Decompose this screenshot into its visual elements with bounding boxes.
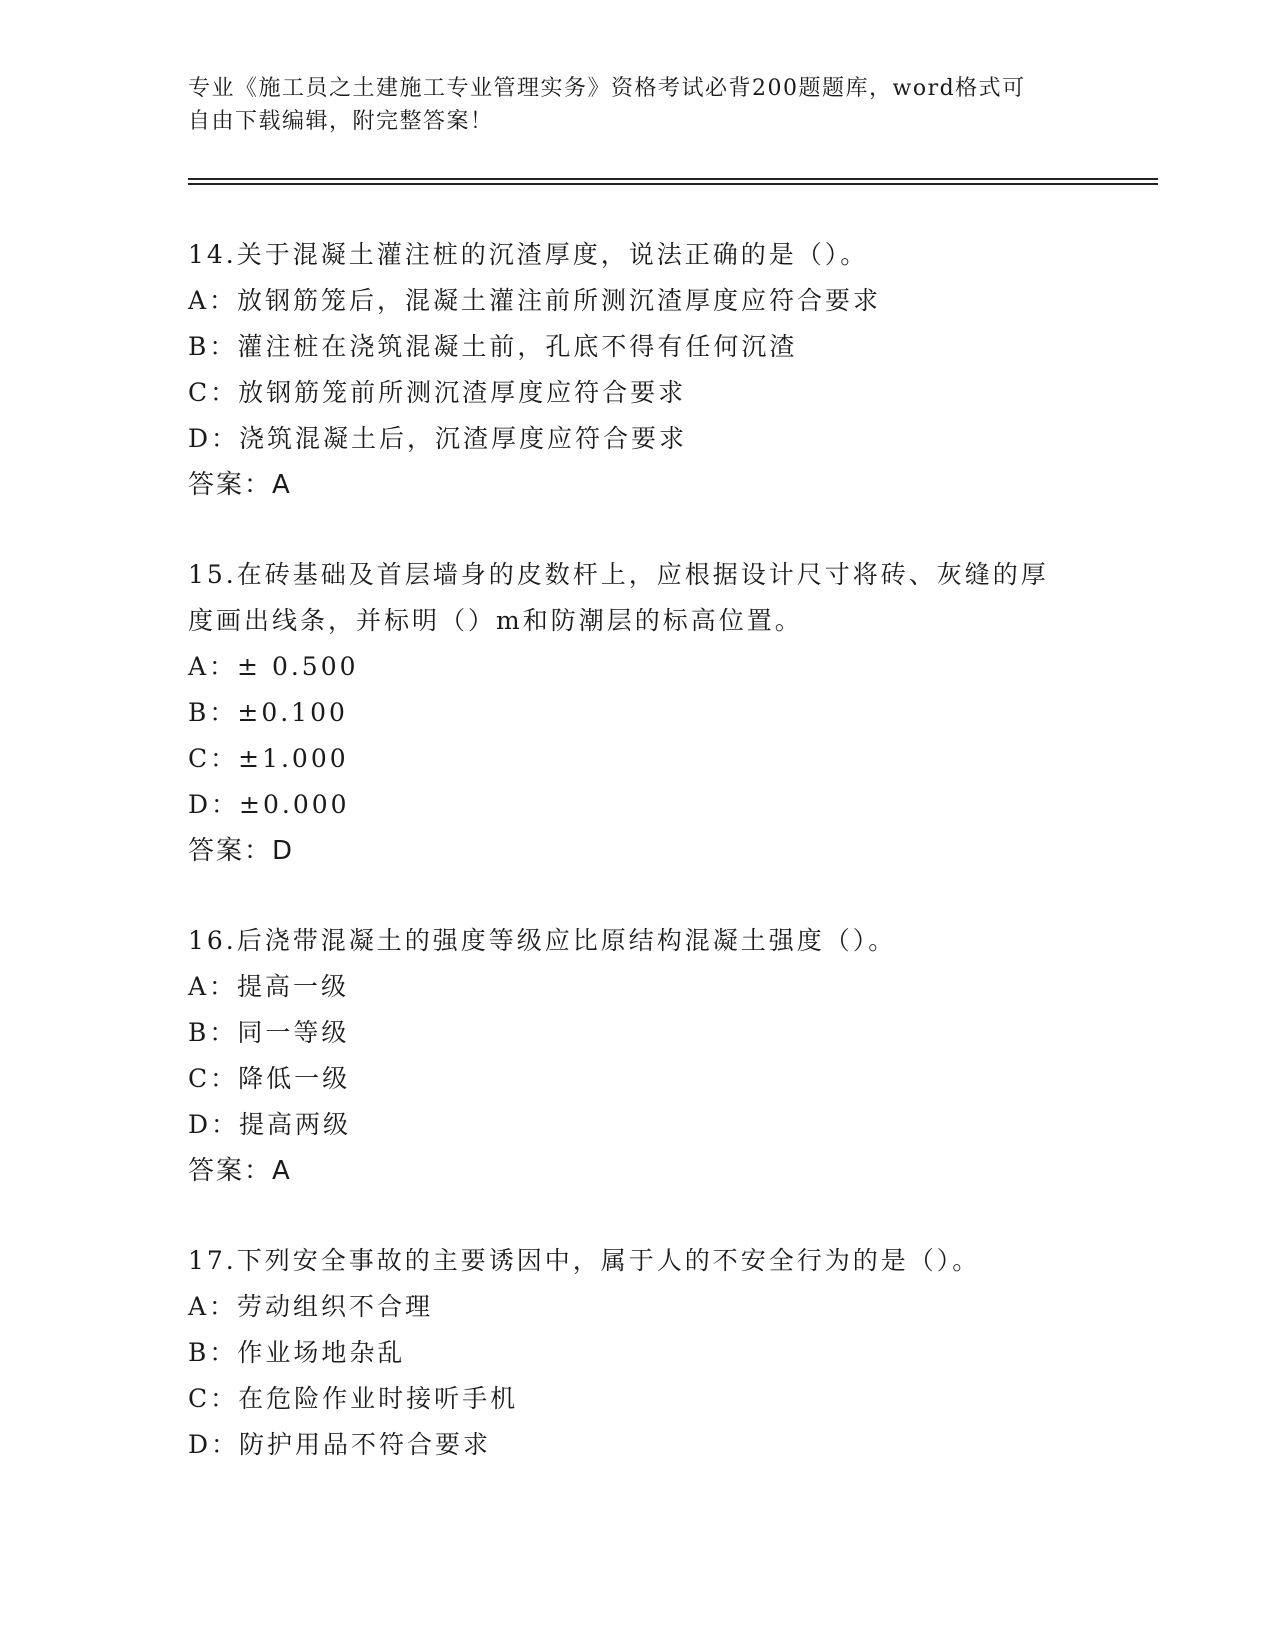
option-b: B：同一等级 [188, 1018, 350, 1047]
document-header [188, 72, 1068, 138]
answer-line [188, 462, 1138, 508]
header-divider-top [188, 178, 1158, 180]
answer-line [188, 1148, 1138, 1194]
header-divider-bottom [188, 183, 1158, 185]
question-stem-line-2: 度画出线条，并标明（）m和防潮层的标高位置。 [188, 606, 803, 635]
option-a: A：提高一级 [188, 972, 350, 1001]
answer-value: D [272, 836, 295, 866]
option-a: A：劳动组织不合理 [188, 1292, 434, 1321]
option-c: C：降低一级 [188, 1064, 351, 1093]
header-line-1: 专业《施工员之土建施工专业管理实务》资格考试必背200题题库，word格式可 [188, 76, 1026, 101]
option-c: C：在危险作业时接听手机 [188, 1384, 519, 1413]
option-a: A：± 0.500 [188, 652, 359, 681]
question-16 [188, 918, 1138, 1194]
question-stem: 16.后浇带混凝土的强度等级应比原结构混凝土强度（）。 [188, 926, 897, 955]
option-d: D：±0.000 [188, 790, 350, 819]
question-stem-line-1: 15.在砖基础及首层墙身的皮数杆上，应根据设计尺寸将砖、灰缝的厚 [188, 560, 1049, 589]
option-b: B：±0.100 [188, 698, 348, 727]
answer-label: 答案： [188, 1156, 273, 1186]
answer-label: 答案： [188, 836, 273, 866]
option-c: C：放钢筋笼前所测沉渣厚度应符合要求 [188, 378, 687, 407]
answer-line [188, 828, 1138, 874]
answer-label: 答案： [188, 470, 273, 500]
option-b: B：灌注桩在浇筑混凝土前，孔底不得有任何沉渣 [188, 332, 798, 361]
answer-value: A [272, 470, 292, 500]
question-stem: 14.关于混凝土灌注桩的沉渣厚度，说法正确的是（）。 [188, 240, 869, 269]
option-d: D：浇筑混凝土后，沉渣厚度应符合要求 [188, 424, 688, 453]
question-stem: 17.下列安全事故的主要诱因中，属于人的不安全行为的是（）。 [188, 1246, 981, 1275]
header-line-2: 自由下载编辑，附完整答案！ [188, 109, 494, 134]
question-list [188, 232, 1138, 1512]
option-d: D：防护用品不符合要求 [188, 1430, 492, 1459]
question-14 [188, 232, 1138, 508]
option-a: A：放钢筋笼后，混凝土灌注前所测沉渣厚度应符合要求 [188, 286, 882, 315]
option-b: B：作业场地杂乱 [188, 1338, 406, 1367]
question-15 [188, 552, 1138, 874]
option-d: D：提高两级 [188, 1110, 352, 1139]
answer-value: A [272, 1156, 292, 1186]
option-c: C：±1.000 [188, 744, 349, 773]
question-17 [188, 1238, 1138, 1468]
